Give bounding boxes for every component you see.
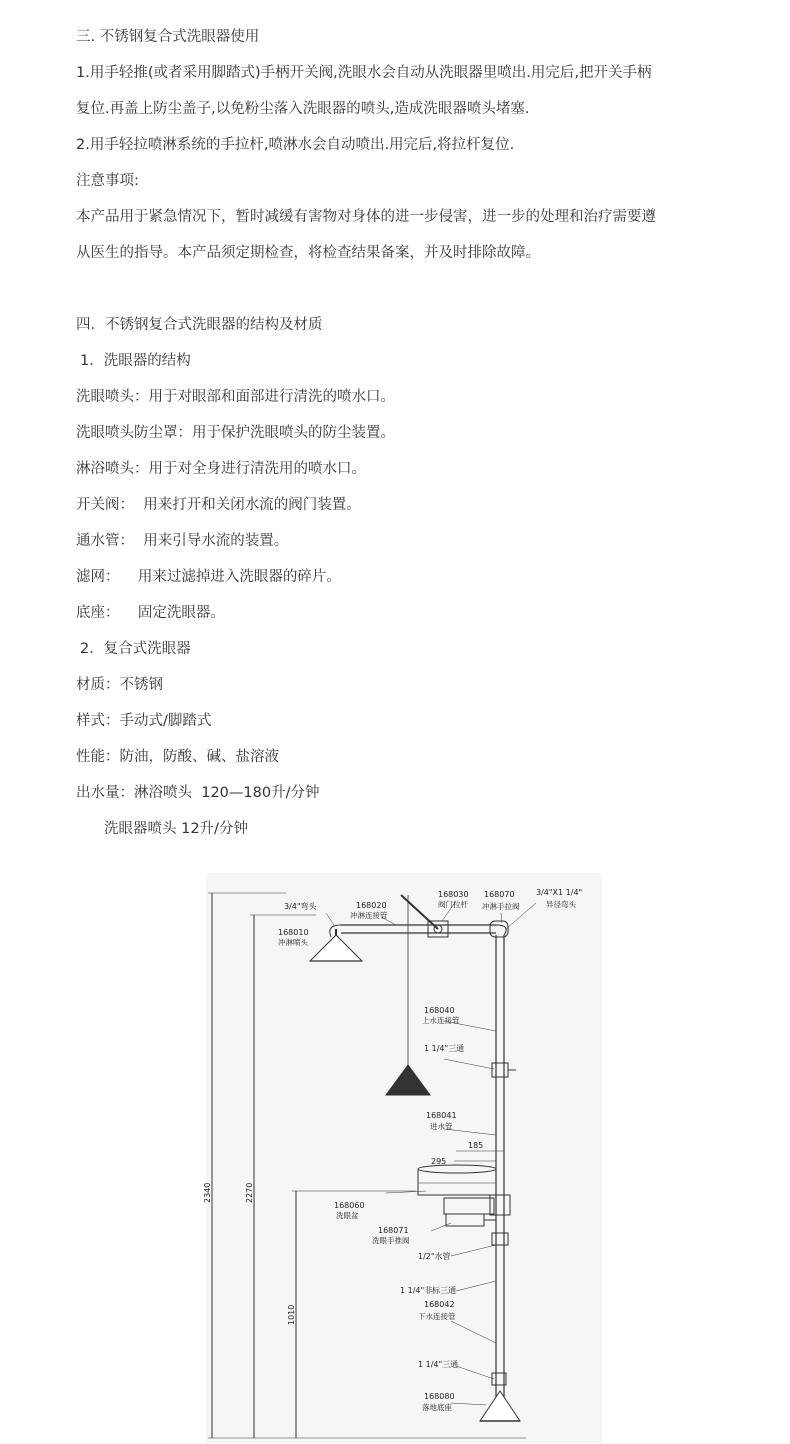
structure-item: 滤网： 用来过滤掉进入洗眼器的碎片。 [76, 569, 341, 585]
label-168080: 168080 [424, 1392, 455, 1401]
label-168071-name: 洗眼手推阀 [372, 1236, 410, 1245]
label-168060-name: 洗眼盆 [336, 1211, 359, 1220]
label-dim-185: 185 [468, 1141, 484, 1150]
section3-p2: 2.用手轻拉喷淋系统的手拉杆,喷淋水会自动喷出.用完后,将拉杆复位. [76, 137, 515, 153]
notes-title: 注意事项: [76, 173, 139, 189]
label-dim-2340: 2340 [203, 1182, 212, 1203]
flow-line-1: 出水量：淋浴喷头 120—180升/分钟 [76, 785, 320, 801]
section3-p1-line1: 1.用手轻推(或者采用脚踏式)手柄开关阀,洗眼水会自动从洗眼器里喷出.用完后,把开关手柄 [76, 65, 652, 81]
label-168041: 168041 [426, 1111, 457, 1120]
label-168020-name: 冲淋连接管 [350, 911, 388, 920]
label-168042-name: 下水连接管 [418, 1312, 456, 1321]
label-dim-295: 295 [431, 1157, 447, 1166]
label-168010-name: 冲淋喷头 [278, 938, 308, 947]
label-tee3: 1 1/4"三通 [418, 1360, 459, 1369]
structure-item: 淋浴喷头：用于对全身进行清洗用的喷水口。 [76, 461, 366, 477]
structure-item: 通水管： 用来引导水流的装置。 [76, 533, 289, 549]
structure-item: 开关阀： 用来打开和关闭水流的阀门装置。 [76, 497, 361, 513]
label-168070: 168070 [484, 890, 515, 899]
notes-line2: 从医生的指导。本产品须定期检查，将检查结果备案，并及时排除故障。 [76, 245, 540, 261]
label-168041-name: 进水管 [430, 1122, 453, 1131]
performance-line: 性能：防油，防酸、碱、盐溶液 [76, 749, 279, 765]
structure-item: 洗眼喷头：用于对眼部和面部进行清洗的喷水口。 [76, 389, 395, 405]
structure-item: 洗眼喷头防尘罩：用于保护洗眼喷头的防尘装置。 [76, 425, 395, 441]
material-line: 材质：不锈钢 [76, 677, 163, 693]
label-168030: 168030 [438, 890, 469, 899]
label-dim-2270: 2270 [245, 1182, 254, 1203]
label-tee1: 1 1/4"三通 [424, 1044, 465, 1053]
label-dim-1010: 1010 [287, 1304, 296, 1325]
structure-item: 底座： 固定洗眼器。 [76, 605, 225, 621]
label-tee2: 1 1/4"非标三通 [400, 1286, 457, 1295]
label-168042: 168042 [424, 1300, 455, 1309]
section3-title: 三. 不锈钢复合式洗眼器使用 [76, 29, 260, 45]
eyewash-structure-diagram [203, 873, 602, 1443]
section4-title: 四．不锈钢复合式洗眼器的结构及材质 [76, 317, 323, 333]
label-reducer: 3/4"X1 1/4" [536, 888, 583, 897]
label-168040-name: 上水连接管 [422, 1016, 460, 1025]
style-line: 样式：手动式/脚踏式 [76, 713, 212, 729]
label-168070-name: 冲淋手拉阀 [482, 902, 520, 911]
label-168071: 168071 [378, 1226, 409, 1235]
label-168030-name: 阀门拉杆 [438, 900, 468, 909]
label-168060: 168060 [334, 1201, 365, 1210]
flow-line-2: 洗眼器喷头 12升/分钟 [104, 821, 248, 837]
diagram-background [206, 873, 602, 1443]
label-168080-name: 落地底座 [422, 1403, 452, 1412]
notes-line1: 本产品用于紧急情况下，暂时减缓有害物对身体的进一步侵害，进一步的处理和治疗需要遵 [76, 209, 656, 225]
label-elbow: 3/4"弯头 [284, 902, 317, 911]
label-168010: 168010 [278, 928, 309, 937]
label-pipe-half: 1/2"水管 [418, 1252, 451, 1261]
section4-sub1: 1．洗眼器的结构 [80, 353, 191, 369]
label-reducer-name: 异径弯头 [546, 900, 576, 909]
label-168020: 168020 [356, 901, 387, 910]
diagram-svg [203, 873, 602, 1443]
label-168040: 168040 [424, 1006, 455, 1015]
section4-sub2: 2．复合式洗眼器 [80, 641, 191, 657]
section3-p1-line2: 复位.再盖上防尘盖子,以免粉尘落入洗眼器的喷头,造成洗眼器喷头堵塞. [76, 101, 530, 117]
